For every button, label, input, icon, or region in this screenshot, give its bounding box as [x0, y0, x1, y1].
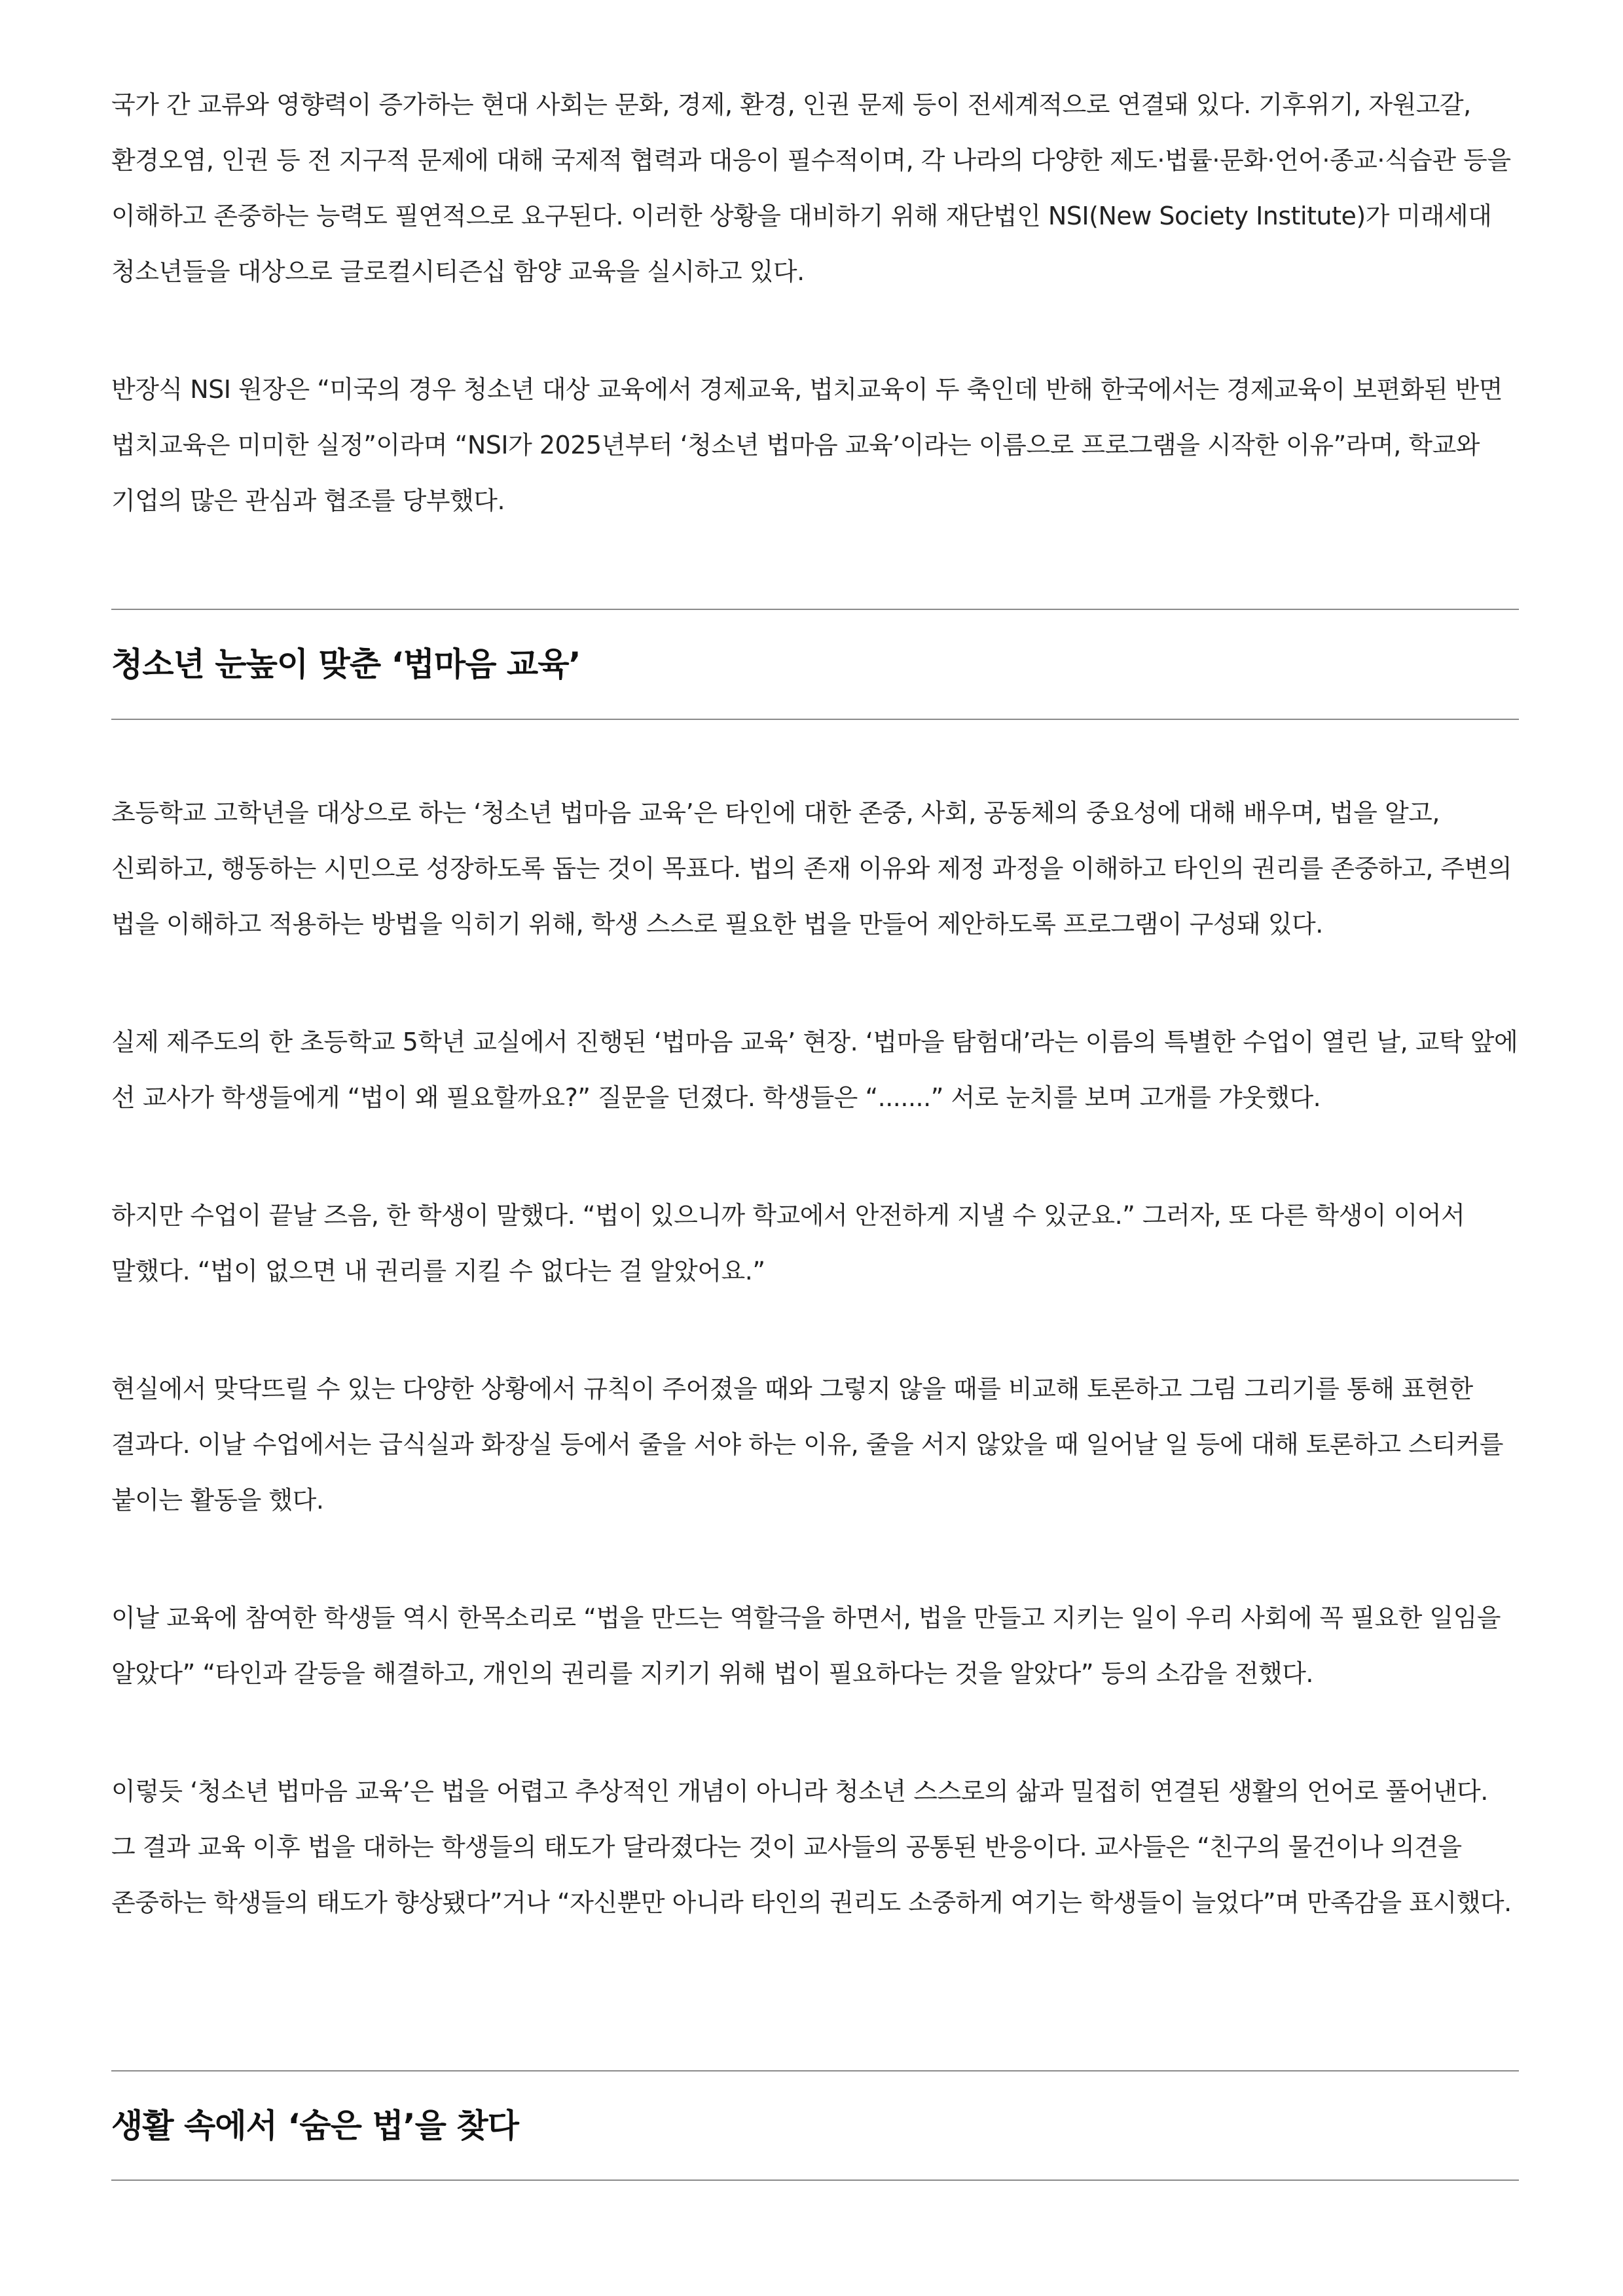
section-divider-top-1: [111, 609, 1519, 610]
paragraph-student-remarks: 하지만 수업이 끝날 즈음, 한 학생이 말했다. “법이 있으니까 학교에서 안전하게 지낼 수 있군요.” 그러자, 또 다른 학생이 이어서 말했다. “법이 없으면 내 권리를 지킬 수 없다는 걸 알았어요.”: [111, 1201, 1465, 1285]
paragraph-intro: 국가 간 교류와 영향력이 증가하는 현대 사회는 문화, 경제, 환경, 인권 문제 등이 전세계적으로 연결돼 있다. 기후위기, 자원고갈, 환경오염, 인권 등 전 지구적 문제에 대해 국제적 협력과 대응이 필수적이며, 각 나라의 다양한 제도·법률·문화·언어·종교·식습관 등을 이해하고 존중하는 능력도 필연적으로 요구된다. 이러한 상황을 대비하기 위해 재단법인 NSI(New Society Institute)가 미래세대 청소년들을 대상으로 글로컬시티즌십 함양 교육을 실시하고 있다.: [111, 90, 1511, 286]
paragraph-activities: 현실에서 맞닥뜨릴 수 있는 다양한 상황에서 규칙이 주어졌을 때와 그렇지 않을 때를 비교해 토론하고 그림 그리기를 통해 표현한 결과다. 이날 수업에서는 급식실과 화장실 등에서 줄을 서야 하는 이유, 줄을 서지 않았을 때 일어날 일 등에 대해 토론하고 스티커를 붙이는 활동을 했다.: [111, 1374, 1503, 1515]
paragraph-classroom-scene: 실제 제주도의 한 초등학교 5학년 교실에서 진행된 ‘법마음 교육’ 현장. ‘법마을 탐험대’라는 이름의 특별한 수업이 열린 날, 교탁 앞에 선 교사가 학생들에게 “법이 왜 필요할까요?” 질문을 던졌다. 학생들은 “.......” 서로 눈치를 보며 고개를 갸웃했다.: [111, 1028, 1518, 1112]
paragraph-director-quote: 반장식 NSI 원장은 “미국의 경우 청소년 대상 교육에서 경제교육, 법치교육이 두 축인데 반해 한국에서는 경제교육이 보편화된 반면 법치교육은 미미한 실정”이라며 “NSI가 2025년부터 ‘청소년 법마음 교육’이라는 이름으로 프로그램을 시작한 이유”라며, 학교와 기업의 많은 관심과 협조를 당부했다.: [111, 375, 1503, 515]
paragraph-program-goal: 초등학교 고학년을 대상으로 하는 ‘청소년 법마음 교육’은 타인에 대한 존중, 사회, 공동체의 중요성에 대해 배우며, 법을 알고, 신뢰하고, 행동하는 시민으로 성장하도록 돕는 것이 목표다. 법의 존재 이유와 제정 과정을 이해하고 타인의 권리를 존중하고, 주변의 법을 이해하고 적용하는 방법을 익히기 위해, 학생 스스로 필요한 법을 만들어 제안하도록 프로그램이 구성돼 있다.: [111, 798, 1512, 939]
paragraph-teacher-response: 이렇듯 ‘청소년 법마음 교육’은 법을 어렵고 추상적인 개념이 아니라 청소년 스스로의 삶과 밀접히 연결된 생활의 언어로 풀어낸다. 그 결과 교육 이후 법을 대하는 학생들의 태도가 달라졌다는 것이 교사들의 공통된 반응이다. 교사들은 “친구의 물건이나 의견을 존중하는 학생들의 태도가 향상됐다”거나 “자신뿐만 아니라 타인의 권리도 소중하게 여기는 학생들이 늘었다”며 만족감을 표시했다.: [111, 1777, 1512, 1917]
section-divider-top-2: [111, 2070, 1519, 2072]
section-divider-bottom-1: [111, 719, 1519, 720]
section-heading-2: 생활 속에서 ‘숨은 법’을 찾다: [111, 2107, 519, 2145]
section-divider-bottom-2: [111, 2179, 1519, 2181]
section-heading-1: 청소년 눈높이 맞춘 ‘법마음 교육’: [111, 645, 581, 683]
paragraph-student-feedback: 이날 교육에 참여한 학생들 역시 한목소리로 “법을 만드는 역할극을 하면서, 법을 만들고 지키는 일이 우리 사회에 꼭 필요한 일임을 알았다” “타인과 갈등을 해결하고, 개인의 권리를 지키기 위해 법이 필요하다는 것을 알았다” 등의 소감을 전했다.: [111, 1604, 1501, 1688]
